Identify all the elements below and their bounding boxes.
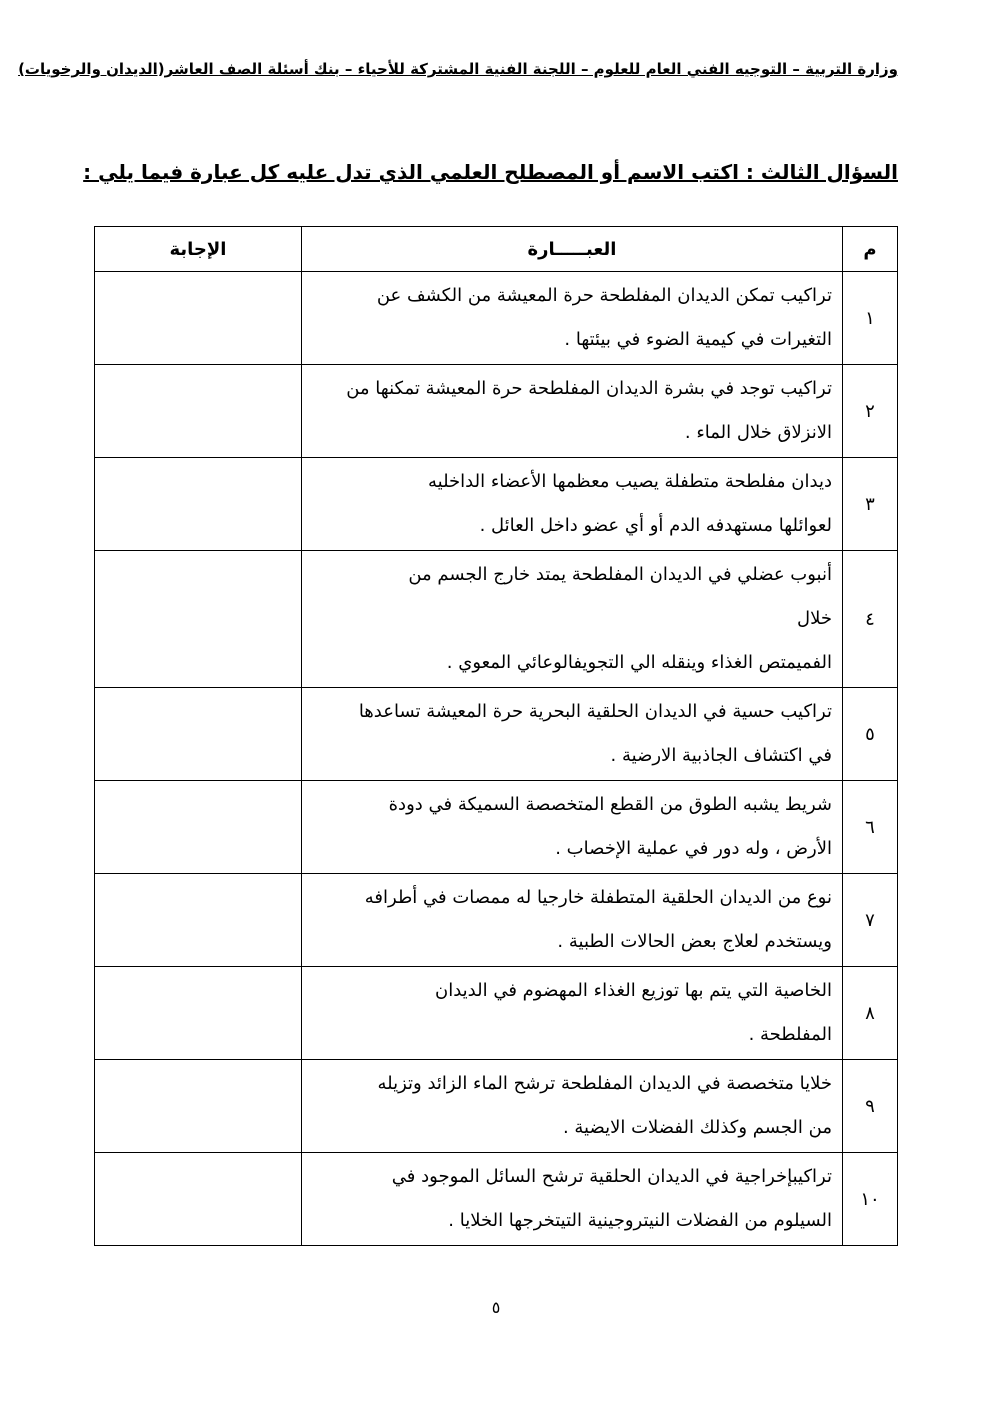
statement-cell (302, 874, 843, 967)
statement-line: ويستخدم لعلاج بعض الحالات الطبية . (557, 931, 832, 952)
header-statement: العبـــــارة (302, 227, 843, 272)
statement-cell (302, 781, 843, 874)
row-number: ١ (843, 272, 898, 365)
statement-line: تراكيبإخراجية في الديدان الحلقية ترشح السائل الموجود في (391, 1166, 832, 1187)
row-number: ٧ (843, 874, 898, 967)
statement-line: تراكيب حسية في الديدان الحلقية البحرية حرة المعيشة تساعدها (358, 701, 832, 722)
statement-line: الخاصية التي يتم بها توزيع الغذاء المهضوم في الديدان (435, 980, 832, 1001)
statement-line: التغيرات في كيمية الضوء في بيئتها . (564, 329, 832, 350)
statement-line: الفميمتص الغذاء وينقله الي التجويفالوعائي المعوي . (446, 652, 832, 673)
table-row (95, 1153, 898, 1246)
statement-cell (302, 365, 843, 458)
row-number: ٣ (843, 458, 898, 551)
header-num: م (843, 227, 898, 272)
row-number: ١٠ (843, 1153, 898, 1246)
table-row (95, 272, 898, 365)
statement-line: شريط يشبه الطوق من القطع المتخصصة السميكة في دودة (388, 794, 832, 815)
statement-line: ديدان مفلطحة متطفلة يصيب معظمها الأعضاء الداخليه (428, 471, 832, 492)
questions-table (94, 226, 898, 1246)
statement-line: خلايا متخصصة في الديدان المفلطحة ترشح الماء الزائد وتزيله (377, 1073, 832, 1094)
table-row (95, 551, 898, 688)
table-row (95, 458, 898, 551)
statement-cell (302, 551, 843, 688)
answer-cell[interactable] (95, 781, 302, 874)
header-answer: الإجابة (95, 227, 302, 272)
statement-cell (302, 458, 843, 551)
answer-cell[interactable] (95, 1153, 302, 1246)
answer-cell[interactable] (95, 551, 302, 688)
statement-cell (302, 688, 843, 781)
answer-cell[interactable] (95, 688, 302, 781)
answer-cell[interactable] (95, 874, 302, 967)
statement-line: المفلطحة . (748, 1024, 832, 1045)
row-number: ٤ (843, 551, 898, 688)
table-row (95, 688, 898, 781)
table-header-row (95, 227, 898, 272)
table-row (95, 1060, 898, 1153)
statement-cell (302, 1153, 843, 1246)
statement-line: الأرض ، وله دور في عملية الإخصاب . (555, 838, 832, 859)
table-row (95, 365, 898, 458)
statement-line: تراكيب توجد في بشرة الديدان المفلطحة حرة المعيشة تمكنها من (346, 378, 832, 399)
question-title: السؤال الثالث : اكتب الاسم أو المصطلح العلمي الذي تدل عليه كل عبارة فيما يلي : (83, 160, 898, 184)
statement-line: من الجسم وكذلك الفضلات الايضية . (562, 1117, 832, 1138)
table-row (95, 874, 898, 967)
row-number: ٢ (843, 365, 898, 458)
row-number: ٦ (843, 781, 898, 874)
statement-line: لعوائلها مستهدفه الدم أو أي عضو داخل العائل . (479, 515, 832, 536)
page-header: وزارة التربية – التوجيه الفني العام للعلوم – اللجنة الفنية المشتركة للأحياء – بنك أسئلة الصف العاشر(الديدان والرخويات) (18, 60, 898, 78)
statement-line: السيلوم من الفضلات النيتروجينية التيتخرجها الخلايا . (448, 1210, 832, 1231)
answer-cell[interactable] (95, 365, 302, 458)
row-number: ٥ (843, 688, 898, 781)
statement-cell (302, 967, 843, 1060)
statement-line: نوع من الديدان الحلقية المتطفلة خارجيا له ممصات في أطرافه (364, 887, 832, 908)
answer-cell[interactable] (95, 967, 302, 1060)
statement-line: أنبوب عضلي في الديدان المفلطحة يمتد خارج الجسم من (408, 564, 832, 585)
statement-cell (302, 272, 843, 365)
statement-line: الانزلاق خلال الماء . (684, 422, 832, 443)
answer-cell[interactable] (95, 458, 302, 551)
row-number: ٩ (843, 1060, 898, 1153)
table-row (95, 781, 898, 874)
row-number: ٨ (843, 967, 898, 1060)
statement-cell (302, 1060, 843, 1153)
answer-cell[interactable] (95, 1060, 302, 1153)
statement-line: خلال (797, 608, 832, 629)
statement-line: تراكيب تمكن الديدان المفلطحة حرة المعيشة من الكشف عن (376, 285, 832, 306)
answer-cell[interactable] (95, 272, 302, 365)
table-row (95, 967, 898, 1060)
statement-line: في اكتشاف الجاذبية الارضية . (610, 745, 832, 766)
page-number: ٥ (491, 1298, 501, 1317)
